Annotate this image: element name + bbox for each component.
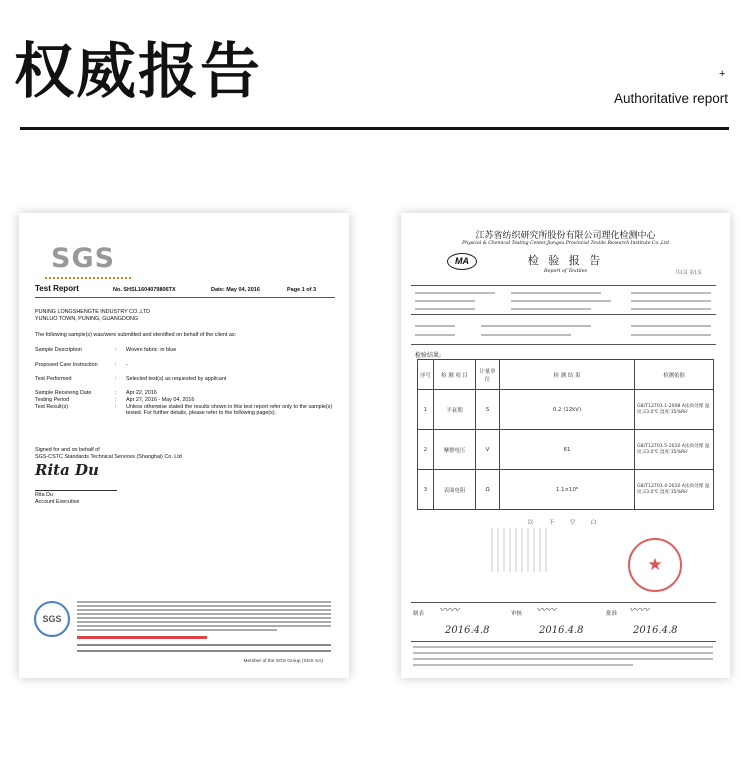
cn-inspection-report [401, 213, 730, 678]
sgs-signed-company: SGS-CSTC Standards Technical Services (Shanghai) Co. Ltd [35, 454, 182, 460]
table-cell: 半衰期 [434, 390, 476, 430]
sgs-row-test-performed: Test Performed : Selected test(s) as requested by applicant [35, 376, 335, 382]
sgs-row-value: Woven fabric: in blue [126, 347, 177, 353]
cn-faint-stamp [491, 528, 551, 572]
cn-sign-date: 2016.4.8 [633, 625, 678, 636]
sgs-row-label: Test Result(s) [35, 404, 68, 410]
table-cell: 摩擦电压 [434, 430, 476, 470]
table-cell: 0.2 (12kV) [500, 390, 635, 430]
cn-info-block [411, 285, 716, 315]
cn-sign-role: 批准 [606, 611, 618, 617]
sgs-signer-title: Account Executive [35, 499, 80, 505]
sgs-row-value: Apr 22, 2016 [126, 390, 157, 396]
cn-sign-date: 2016.4.8 [539, 625, 584, 636]
sgs-row-label: Sample Receiving Date [35, 390, 92, 396]
sgs-row-receiving-date: Sample Receiving Date : Apr 22, 2016 [35, 390, 335, 396]
sgs-test-report [19, 213, 349, 678]
sgs-client-address: YUNLUO TOWN, PUNING, GUANGDONG [35, 316, 139, 322]
sgs-logo [45, 243, 135, 283]
cn-report-title-en: Report of Textiles [543, 269, 587, 274]
cn-sign-role: 审核 [511, 611, 523, 617]
official-seal-icon [628, 538, 682, 592]
seal-star-icon: ★ [647, 555, 663, 574]
sgs-member-text: Member of the SGS Group (SGS SA) [243, 659, 323, 664]
cn-sample-block [411, 319, 716, 345]
page-subtitle: Authoritative report [613, 91, 728, 106]
table-header: 检 测 项 目 [434, 360, 476, 390]
table-cell: S [476, 390, 500, 430]
sgs-address-line [77, 650, 331, 652]
table-header-row [418, 360, 714, 390]
table-cell: Ω [476, 470, 500, 510]
cn-handwritten-signature: 〰〰 [439, 605, 459, 616]
sgs-row-care-instruction: Proposed Care Instruction : - [35, 362, 335, 368]
sgs-row-value: Selected test(s) as requested by applicant [126, 376, 227, 382]
table-cell: 1.1×10⁸ [500, 470, 635, 510]
cn-handwritten-signature: 〰〰 [629, 605, 649, 616]
cma-logo-icon: MA [447, 253, 477, 270]
sgs-row-value: - [126, 362, 128, 368]
sgs-row-label: Proposed Care Instruction [35, 362, 98, 368]
sgs-report-number: No. SHSL1604079806TX [113, 287, 176, 293]
sgs-row-testing-period: Testing Period : Apr 27, 2016 - May 04, 2016 [35, 397, 335, 403]
table-header: 检测依据 [635, 360, 714, 390]
sgs-signed-for: Signed for and on behalf of [35, 447, 100, 453]
table-cell: 1 [418, 390, 434, 430]
cn-handwritten-signature: 〰〰 [536, 605, 556, 616]
table-cell: 3 [418, 470, 434, 510]
sgs-address-line [77, 644, 331, 646]
sgs-signature-line [35, 490, 117, 491]
cn-sign-role: 制表 [413, 611, 425, 617]
cn-results-table [417, 359, 714, 510]
table-cell: GB/T12703.5-2010 A法预处理 温度:23.0℃ 湿度:35%RH [635, 430, 714, 470]
sgs-client-name: PUNING LONGSHENGTE INDUSTRY CO.,LTD [35, 309, 151, 315]
sgs-signer-name: Rita Du [35, 492, 53, 498]
cn-notes-divider [411, 641, 716, 642]
table-row [418, 470, 714, 510]
sgs-row-label: Testing Period [35, 397, 70, 403]
sgs-logo-text: SGS [51, 243, 116, 274]
sgs-row-label: Sample Description [35, 347, 82, 353]
sgs-report-header [35, 284, 335, 298]
sgs-seal-text: SGS [42, 614, 62, 624]
table-row [418, 390, 714, 430]
cn-org-name: 江苏省纺织研究所股份有限公司理化检测中心 [475, 231, 656, 241]
cn-sign-date: 2016.4.8 [445, 625, 490, 636]
sgs-red-notice [77, 636, 207, 639]
table-cell: 表面电阻 [434, 470, 476, 510]
table-header: 序号 [418, 360, 434, 390]
table-cell: 2 [418, 430, 434, 470]
sgs-logo-underline [45, 277, 131, 279]
table-cell: V [476, 430, 500, 470]
table-cell: GB/T12703.1-2008 A法预处理 温度:23.0℃ 湿度:35%RH [635, 390, 714, 430]
table-cell: 61 [500, 430, 635, 470]
page-title: 权威报告 [14, 37, 262, 107]
sgs-row-label: Test Performed [35, 376, 72, 382]
cn-blank-below: 以 下 空 白 [527, 520, 604, 526]
cn-org-name-en: Physical & Chemical Testing Center,Jiangsu Provincial Textile Research Institute Co.,Ltd [462, 241, 669, 246]
header-divider [20, 127, 729, 130]
table-header: 检 测 结 果 [500, 360, 635, 390]
cn-report-title: 检 验 报 告 [527, 254, 604, 267]
sgs-row-value: Apr 27, 2016 - May 04, 2016 [126, 397, 195, 403]
cn-results-caption: 检验结果: [415, 352, 442, 359]
sgs-handwritten-signature: Rita Du [35, 461, 99, 479]
sgs-report-page: Page 1 of 3 [287, 287, 317, 293]
sgs-row-value: Unless otherwise stated the results shown in this test report refer only to the sample(s) tested. For further details, please refer to the following page(s). [126, 404, 333, 417]
sgs-row-test-results: Test Result(s) : Unless otherwise stated the results shown in this test report refer only to the sample(s) tested. For further details, please refer to the following page(s). [35, 404, 335, 416]
sgs-report-heading: Test Report [35, 284, 79, 293]
table-header: 计量单位 [476, 360, 500, 390]
sgs-seal-icon [34, 601, 70, 637]
sgs-report-date: Date: May 04, 2016 [211, 287, 260, 293]
plus-icon: + [719, 68, 726, 80]
sgs-row-sample-description: Sample Description : Woven fabric: in blue [35, 347, 335, 353]
table-row [418, 430, 714, 470]
cn-page-number: 共1页 第1页 [675, 270, 702, 276]
sgs-intro: The following sample(s) was/were submitted and identified on behalf of the client as: [35, 332, 237, 338]
table-cell: GB/T12703.4-2010 A法预处理 温度:23.0℃ 湿度:35%RH [635, 470, 714, 510]
